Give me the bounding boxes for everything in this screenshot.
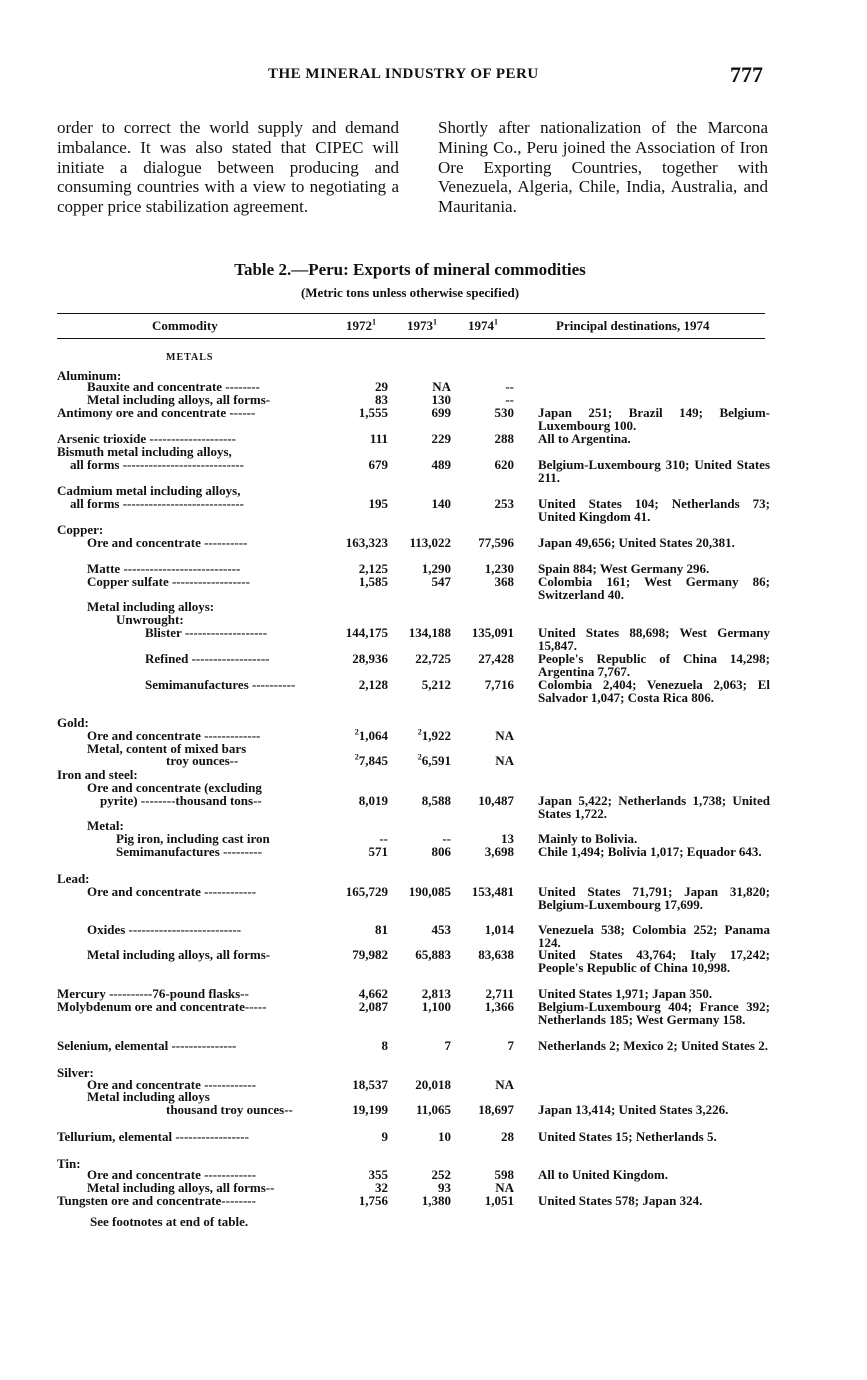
cell-v72: $^2$7,845 (354, 752, 388, 768)
row-label: Aluminum: (57, 368, 122, 383)
row-destinations: United States 578; Japan 324. (538, 1193, 703, 1208)
cell-v74: NA (495, 753, 514, 768)
cell-v73: 1,100 (421, 999, 451, 1014)
row-label: Ore and concentrate ------------- (87, 728, 261, 743)
row-destinations: All to United Kingdom. (538, 1167, 669, 1182)
cell-v73: 7 (444, 1038, 451, 1053)
table-title: Table 2.—Peru: Exports of mineral commodities (234, 260, 586, 279)
cell-v73: 1,290 (421, 561, 451, 576)
cell-v74: 7,716 (484, 677, 514, 692)
cell-v74: 153,481 (471, 884, 514, 899)
cell-v74: 28 (501, 1129, 514, 1144)
cell-v73: 65,883 (415, 947, 451, 962)
cell-v73: 5,212 (421, 677, 451, 692)
page-number: 777 (730, 62, 763, 87)
row-destinations: United States 104; Netherlands 73; United Kingdom 41. (538, 496, 770, 524)
row-label: Bauxite and concentrate -------- (87, 379, 260, 394)
row-label: Mercury ----------76-pound flasks-- (57, 986, 249, 1001)
row-destinations: Venezuela 538; Colombia 252; Panama 124. (538, 922, 770, 950)
row-label: thousand troy ounces-- (166, 1102, 293, 1117)
cell-v73: 134,188 (408, 625, 451, 640)
col-header-1973: 1973$^1$ (407, 317, 437, 333)
row-label: Iron and steel: (57, 767, 138, 782)
row-label: all forms ---------------------------- (70, 496, 244, 511)
row-destinations: Chile 1,494; Bolivia 1,017; Equador 643. (538, 844, 762, 859)
cell-v74: 288 (494, 431, 514, 446)
cell-v72: 81 (375, 922, 388, 937)
row-label: Molybdenum ore and concentrate----- (57, 999, 267, 1014)
cell-v72: 165,729 (345, 884, 388, 899)
cell-v74: 1,014 (484, 922, 514, 937)
row-destinations: United States 1,971; Japan 350. (538, 986, 713, 1001)
row-label: all forms ---------------------------- (70, 457, 244, 472)
cell-v73: NA (432, 379, 451, 394)
row-label: Metal including alloys, all forms- (87, 947, 271, 962)
cell-v73: 190,085 (408, 884, 451, 899)
footnote-note: See footnotes at end of table. (90, 1214, 249, 1229)
cell-v73: 2,813 (421, 986, 451, 1001)
cell-v72: 32 (375, 1180, 388, 1195)
cell-v73: 130 (431, 392, 451, 407)
cell-v73: 1,380 (421, 1193, 451, 1208)
row-label: Metal: (87, 818, 124, 833)
row-label: Cadmium metal including alloys, (57, 483, 241, 498)
cell-v74: 27,428 (478, 651, 514, 666)
cell-v74: 1,366 (484, 999, 514, 1014)
row-destinations: All to Argentina. (538, 431, 631, 446)
row-label: Copper: (57, 522, 104, 537)
row-destinations: Japan 13,414; United States 3,226. (538, 1102, 729, 1117)
cell-v72: 2,125 (358, 561, 388, 576)
row-destinations: Japan 49,656; United States 20,381. (538, 535, 735, 550)
row-label: Blister ------------------- (145, 625, 268, 640)
text-left-column: order to correct the world supply and demand imbalance. It was also stated that CIPEC will initiate a dialogue between producing and consuming countries with a view to negotiating a copper price stabilization agreement. (57, 118, 399, 217)
table-header-rule (57, 338, 765, 339)
row-destinations: Spain 884; West Germany 296. (538, 561, 710, 576)
row-label: Semimanufactures ---------- (145, 677, 296, 692)
row-label: Bismuth metal including alloys, (57, 444, 232, 459)
cell-v72: 355 (368, 1167, 388, 1182)
cell-v73: 453 (431, 922, 451, 937)
cell-v72: 83 (375, 392, 388, 407)
cell-v72: 2,128 (358, 677, 388, 692)
cell-v72: 9 (381, 1129, 388, 1144)
cell-v73: 252 (431, 1167, 451, 1182)
row-label: Silver: (57, 1065, 94, 1080)
cell-v74: 2,711 (485, 986, 514, 1001)
cell-v74: NA (495, 1077, 514, 1092)
footnote-marker: 2 (417, 752, 422, 762)
row-label: Arsenic trioxide -------------------- (57, 431, 237, 446)
col-header-1974: 1974$^1$ (468, 317, 498, 333)
cell-v74: 18,697 (478, 1102, 514, 1117)
cell-v73: 11,065 (415, 1102, 451, 1117)
cell-v74: NA (495, 1180, 514, 1195)
cell-v72: $^2$1,064 (354, 727, 388, 743)
row-label: troy ounces-- (166, 753, 239, 768)
cell-v74: 368 (494, 574, 514, 589)
row-destinations: Netherlands 2; Mexico 2; United States 2. (538, 1038, 768, 1053)
cell-v73: 547 (431, 574, 451, 589)
cell-v74: 598 (494, 1167, 514, 1182)
cell-v73: 806 (431, 844, 451, 859)
cell-v72: 1,756 (358, 1193, 388, 1208)
running-header (0, 64, 867, 88)
row-label: Ore and concentrate ------------ (87, 1167, 257, 1182)
cell-v72: 679 (368, 457, 388, 472)
row-destinations: Japan 251; Brazil 149; Belgium-Luxembourg 100. (538, 405, 770, 433)
row-label: Pig iron, including cast iron (116, 831, 270, 846)
row-label: pyrite) --------thousand tons-- (100, 793, 262, 808)
row-label: Metal including alloys (87, 1089, 210, 1104)
col-header-commodity: Commodity (152, 318, 218, 333)
cell-v72: 29 (375, 379, 388, 394)
row-label: Antimony ore and concentrate ------ (57, 405, 256, 420)
cell-v73: 140 (431, 496, 451, 511)
cell-v74: -- (505, 392, 514, 407)
row-label: Ore and concentrate (excluding (87, 780, 262, 795)
footnote-marker: 2 (417, 727, 422, 737)
cell-v74: 530 (494, 405, 514, 420)
cell-v72: 79,982 (352, 947, 388, 962)
row-label: Ore and concentrate ------------ (87, 1077, 257, 1092)
row-label: Ore and concentrate ------------ (87, 884, 257, 899)
row-destinations: Belgium-Luxembourg 310; United States 211. (538, 457, 770, 485)
row-label: Metal including alloys, all forms- (87, 392, 271, 407)
row-destinations: Japan 5,422; Netherlands 1,738; United States 1,722. (538, 793, 770, 821)
row-destinations: United States 71,791; Japan 31,820; Belgium-Luxembourg 17,699. (538, 884, 770, 912)
cell-v74: 10,487 (478, 793, 514, 808)
row-destinations: United States 88,698; West Germany 15,847. (538, 625, 770, 653)
row-label: Ore and concentrate ---------- (87, 535, 248, 550)
cell-v73: 22,725 (415, 651, 451, 666)
row-label: Copper sulfate ------------------ (87, 574, 250, 589)
row-label: Selenium, elemental --------------- (57, 1038, 237, 1053)
row-label: Oxides -------------------------- (87, 922, 242, 937)
running-title: THE MINERAL INDUSTRY OF PERU (268, 66, 539, 82)
row-destinations: People's Republic of China 14,298; Argentina 7,767. (538, 651, 770, 679)
cell-v72: 4,662 (358, 986, 388, 1001)
table-subtitle: (Metric tons unless otherwise specified) (300, 285, 520, 300)
cell-v73: 93 (438, 1180, 451, 1195)
cell-v73: 489 (431, 457, 451, 472)
cell-v72: -- (379, 831, 388, 846)
cell-v74: 620 (494, 457, 514, 472)
cell-v74: 7 (507, 1038, 514, 1053)
row-label: Lead: (57, 871, 90, 886)
cell-v74: 13 (501, 831, 514, 846)
row-label: Tin: (57, 1156, 81, 1171)
cell-v72: 1,555 (358, 405, 388, 420)
cell-v73: 8,588 (421, 793, 451, 808)
row-destinations: Mainly to Bolivia. (538, 831, 638, 846)
cell-v74: 83,638 (478, 947, 514, 962)
cell-v72: 28,936 (352, 651, 388, 666)
footnote-marker: 2 (354, 752, 359, 762)
cell-v72: 2,087 (358, 999, 388, 1014)
row-destinations: United States 43,764; Italy 17,242; People's Republic of China 10,998. (538, 947, 770, 975)
cell-v74: -- (505, 379, 514, 394)
cell-v72: 19,199 (352, 1102, 388, 1117)
cell-v74: 1,051 (484, 1193, 514, 1208)
cell-v74: NA (495, 728, 514, 743)
cell-v73: -- (442, 831, 451, 846)
cell-v72: 8,019 (358, 793, 388, 808)
cell-v72: 111 (369, 431, 388, 446)
section-label: METALS (166, 352, 214, 363)
cell-v72: 1,585 (358, 574, 388, 589)
text-right-column: Shortly after nationalization of the Marcona Mining Co., Peru joined the Association of Iron Ore Exporting Countries, together with Venezuela, Algeria, Chile, India, Australia, and Mauritania. (438, 118, 768, 217)
row-label: Metal including alloys: (87, 599, 215, 614)
row-label: Metal, content of mixed bars (87, 741, 247, 756)
cell-v74: 253 (494, 496, 514, 511)
cell-v72: 195 (368, 496, 388, 511)
cell-v74: 77,596 (478, 535, 514, 550)
cell-v73: 113,022 (409, 535, 451, 550)
cell-v74: 1,230 (484, 561, 514, 576)
cell-v73: 10 (438, 1129, 451, 1144)
row-label: Tungsten ore and concentrate-------- (57, 1193, 256, 1208)
row-destinations: Colombia 2,404; Venezuela 2,063; El Salvador 1,047; Costa Rica 806. (538, 677, 770, 705)
cell-v72: 144,175 (345, 625, 388, 640)
cell-v73: $^2$6,591 (417, 752, 451, 768)
row-destinations: United States 15; Netherlands 5. (538, 1129, 717, 1144)
row-label: Metal including alloys, all forms-- (87, 1180, 275, 1195)
cell-v73: 699 (431, 405, 451, 420)
cell-v72: 8 (381, 1038, 388, 1053)
cell-v72: 163,323 (345, 535, 388, 550)
row-label: Unwrought: (116, 612, 184, 627)
cell-v73: 20,018 (415, 1077, 451, 1092)
cell-v72: 18,537 (352, 1077, 388, 1092)
row-label: Semimanufactures --------- (116, 844, 262, 859)
row-destinations: Belgium-Luxembourg 404; France 392; Netherlands 185; West Germany 158. (538, 999, 770, 1027)
row-label: Matte --------------------------- (87, 561, 241, 576)
footnote-marker: 2 (354, 727, 359, 737)
table-top-rule (57, 313, 765, 314)
cell-v74: 3,698 (484, 844, 514, 859)
col-header-1972: 1972$^1$ (346, 317, 376, 333)
row-destinations: Colombia 161; West Germany 86; Switzerland 40. (538, 574, 770, 602)
cell-v72: 571 (368, 844, 388, 859)
cell-v74: 135,091 (471, 625, 514, 640)
row-label: Tellurium, elemental ----------------- (57, 1129, 249, 1144)
cell-v73: $^2$1,922 (417, 727, 451, 743)
cell-v73: 229 (431, 431, 451, 446)
row-label: Gold: (57, 715, 89, 730)
row-label: Refined ------------------ (145, 651, 270, 666)
col-header-destinations: Principal destinations, 1974 (556, 318, 710, 333)
